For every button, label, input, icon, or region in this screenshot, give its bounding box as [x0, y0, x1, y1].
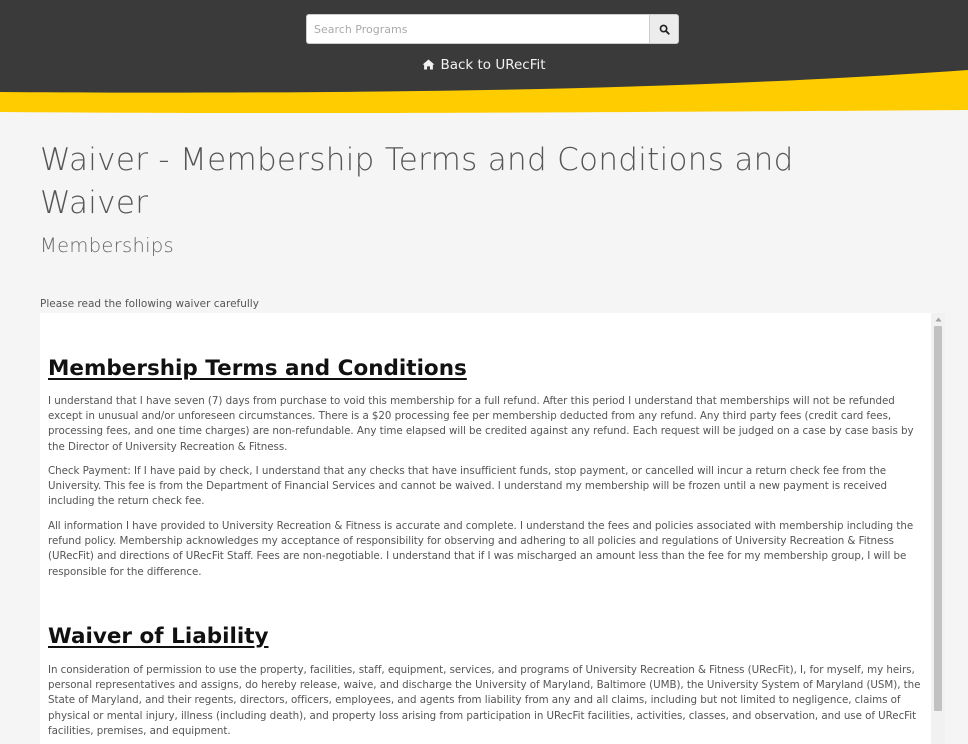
scroll-thumb[interactable] — [934, 326, 942, 711]
information-paragraph: All information I have provided to University Recreation & Fitness is accurate and complete. I understand the fees and policies associated with membership including the refund policy. Membership acknowledges my acceptance of responsibility for observing and adhering to all policies and regulations of University Recreation & Fitness (URecFit) and directions of URecFit Staff. Fees are non-negotiable. I understand that if I was mischarged an amount less than the fee for my membership group, I will be responsible for the difference. — [48, 520, 914, 578]
search-button[interactable] — [649, 14, 679, 44]
waiver-scrollbar[interactable] — [931, 313, 945, 744]
page-title: Waiver - Membership Terms and Conditions and Waiver — [40, 142, 794, 221]
triangle-up-icon — [935, 317, 942, 322]
check-payment-paragraph: Check Payment: If I have paid by check, I understand that any checks that have insufficient funds, stop payment, or cancelled will incur a return check fee from the University. This fee is from the Department of Financial Services and cannot be waived. I understand my membership will be frozen until a new payment is received including the return check fee. — [48, 465, 888, 508]
liability-heading: Waiver of Liability — [48, 624, 269, 649]
waiver-instruction: Please read the following waiver carefully — [40, 298, 259, 310]
refund-paragraph: I understand that I have seven (7) days from purchase to void this membership for a full refund. After this period I understand that memberships will not be refunded except in unusual and/or unforeseen circumstances. There is a $20 processing fee per membership deducted from any refund. Any third party fees (credit card fees, processing fees, and one time charges) are non-refundable. Any time elapsed will be credited against any refund. Each request will be judged on a case by case basis by the Director of University Recreation & Fitness. — [48, 395, 914, 453]
back-to-urecfit-link[interactable] — [0, 57, 968, 73]
terms-heading: Membership Terms and Conditions — [48, 356, 467, 381]
waiver-text-box[interactable] — [40, 313, 945, 744]
search-input[interactable] — [306, 14, 649, 44]
scroll-up-arrow[interactable] — [931, 313, 945, 326]
back-link-label: Back to URecFit — [440, 57, 546, 73]
page-subtitle: Memberships — [40, 234, 174, 257]
liability-paragraph: In consideration of permission to use the property, facilities, staff, equipment, services, and programs of University Recreation & Fitness (URecFit), I, for myself, my heirs, personal representatives and assigns, do hereby release, waive, and discharge the University of Maryland, Baltimore (UMB), the University System of Maryland (USM), the State of Maryland, and their regents, directors, officers, employees, and agents from liability from any and all claims, including but not limited to negligence, claims of physical or mental injury, illness (including death), and property loss arising from participation in URecFit facilities, activities, classes, and observation, and use of URecFit facilities, premises, and equipment. — [48, 664, 921, 737]
search-bar — [306, 14, 679, 44]
site-header — [0, 0, 968, 116]
search-icon — [659, 24, 670, 35]
home-icon — [422, 59, 435, 70]
